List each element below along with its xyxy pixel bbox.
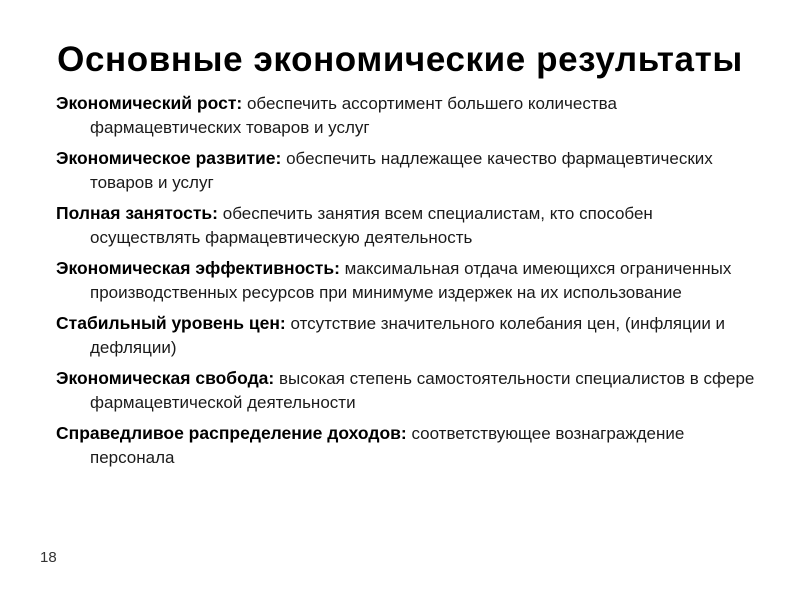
item-description: максимальная отдача имеющихся ограниченных производственных ресурсов при минимуме издержек на их использование: [90, 259, 732, 302]
item-description: обеспечить ассортимент большего количества фармацевтических товаров и услуг: [90, 94, 617, 137]
list-item: [56, 256, 756, 305]
item-description: обеспечить надлежащее качество фармацевтических товаров и услуг: [90, 149, 713, 192]
item-description: обеспечить занятия всем специалистам, кто способен осуществлять фармацевтическую деятельность: [90, 204, 653, 247]
item-description: соответствующее вознаграждение персонала: [90, 424, 685, 467]
item-term: Экономическое развитие:: [56, 148, 282, 168]
list-item: [56, 201, 756, 250]
list-item: [56, 146, 756, 195]
item-description: отсутствие значительного колебания цен, (инфляции и дефляции): [90, 314, 726, 357]
item-term: Полная занятость:: [56, 203, 218, 223]
item-term: Экономическая эффективность:: [56, 258, 340, 278]
item-term: Экономическая свобода:: [56, 368, 275, 388]
list-item: [56, 421, 756, 470]
list-item: [56, 311, 756, 360]
list-item: [56, 91, 756, 140]
item-description: высокая степень самостоятельности специалистов в сфере фармацевтической деятельности: [90, 369, 755, 412]
item-term: Стабильный уровень цен:: [56, 313, 286, 333]
list-item: [56, 366, 756, 415]
item-term: Справедливое распределение доходов:: [56, 423, 407, 443]
results-list: [56, 91, 756, 476]
slide-title: Основные экономические результаты: [57, 40, 743, 79]
page-number: 18: [40, 549, 57, 566]
item-term: Экономический рост:: [56, 93, 243, 113]
